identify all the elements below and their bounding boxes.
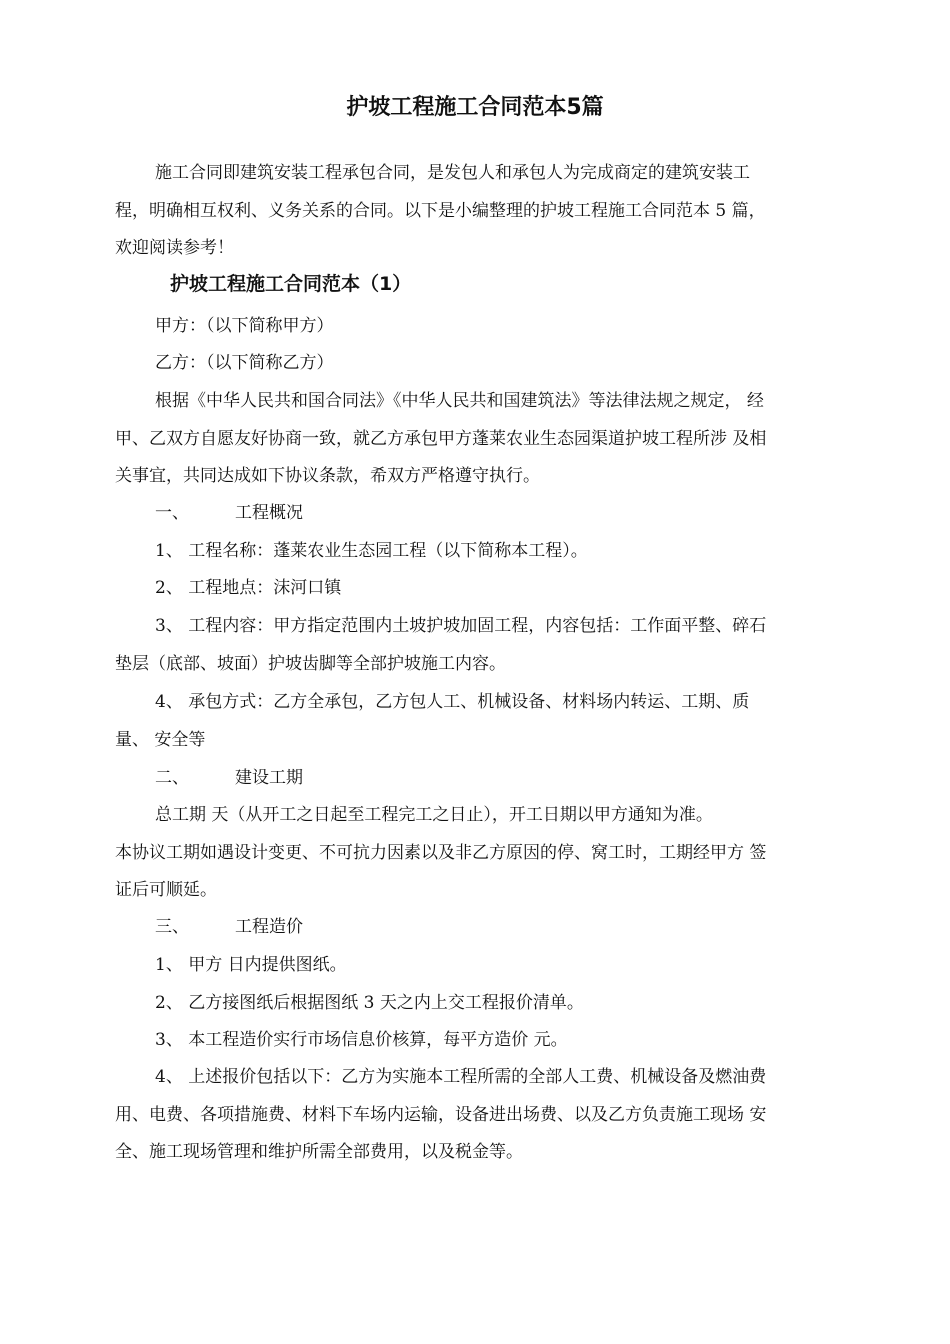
part-3-item-4-line-1: 4、 上述报价包括以下：乙方为实施本工程所需的全部人工费、机械设备及燃油费 <box>155 1067 767 1087</box>
part-2-line-1: 总工期 天（从开工之日起至工程完工之日止），开工日期以甲方通知为准。 <box>155 805 713 825</box>
intro-line-1: 施工合同即建筑安装工程承包合同，是发包人和承包人为完成商定的建筑安装工 <box>155 163 750 183</box>
party-a-line: 甲方：（以下简称甲方） <box>155 316 334 336</box>
part-2-line-3: 证后可顺延。 <box>115 880 217 900</box>
part-3-number: 三、 <box>155 917 189 937</box>
part-3-item-3: 3、 本工程造价实行市场信息价核算，每平方造价 元。 <box>155 1030 568 1050</box>
part-1-item-2: 2、 工程地点：沫河口镇 <box>155 578 342 598</box>
part-3-item-1: 1、 甲方 日内提供图纸。 <box>155 955 347 975</box>
intro-line-3: 欢迎阅读参考！ <box>115 238 234 258</box>
part-1-item-3-line-2: 垫层（底部、坡面）护坡齿脚等全部护坡施工内容。 <box>115 654 506 674</box>
basis-line-1: 根据《中华人民共和国合同法》《中华人民共和国建筑法》等法律法规之规定， 经 <box>155 391 764 411</box>
part-1-heading <box>155 500 303 526</box>
intro-line-2: 程，明确相互权利、义务关系的合同。以下是小编整理的护坡工程施工合同范本 5 篇， <box>115 201 766 221</box>
basis-line-3: 关事宜，共同达成如下协议条款，希双方严格遵守执行。 <box>115 466 540 486</box>
basis-line-2: 甲、乙双方自愿友好协商一致，就乙方承包甲方蓬莱农业生态园渠道护坡工程所涉 及相 <box>115 429 767 449</box>
party-b-line: 乙方：（以下简称乙方） <box>155 353 334 373</box>
part-3-item-2: 2、 乙方接图纸后根据图纸 3 天之内上交工程报价清单。 <box>155 993 584 1013</box>
part-2-number: 二、 <box>155 768 189 788</box>
part-1-number: 一、 <box>155 503 189 523</box>
part-3-heading <box>155 914 303 940</box>
part-3-item-4-line-2: 用、电费、各项措施费、材料下车场内运输，设备进出场费、以及乙方负责施工现场 安 <box>115 1105 767 1125</box>
part-1-item-3-line-1: 3、 工程内容：甲方指定范围内土坡护坡加固工程，内容包括：工作面平整、碎石 <box>155 616 767 636</box>
part-3-item-4-line-3: 全、施工现场管理和维护所需全部费用，以及税金等。 <box>115 1142 523 1162</box>
part-1-label: 工程概况 <box>235 503 303 523</box>
part-1-item-4-line-2: 量、 安全等 <box>115 730 206 750</box>
part-1-item-4-line-1: 4、 承包方式：乙方全承包，乙方包人工、机械设备、材料场内转运、工期、质 <box>155 692 750 712</box>
document-title: 护坡工程施工合同范本5篇 <box>346 95 604 120</box>
part-3-label: 工程造价 <box>235 917 303 937</box>
part-1-item-1: 1、 工程名称：蓬莱农业生态园工程（以下简称本工程）。 <box>155 541 588 561</box>
part-2-label: 建设工期 <box>235 768 303 788</box>
section-heading: 护坡工程施工合同范本（1） <box>170 273 412 295</box>
part-2-line-2: 本协议工期如遇设计变更、不可抗力因素以及非乙方原因的停、窝工时，工期经甲方 签 <box>115 843 767 863</box>
part-2-heading <box>155 765 303 791</box>
